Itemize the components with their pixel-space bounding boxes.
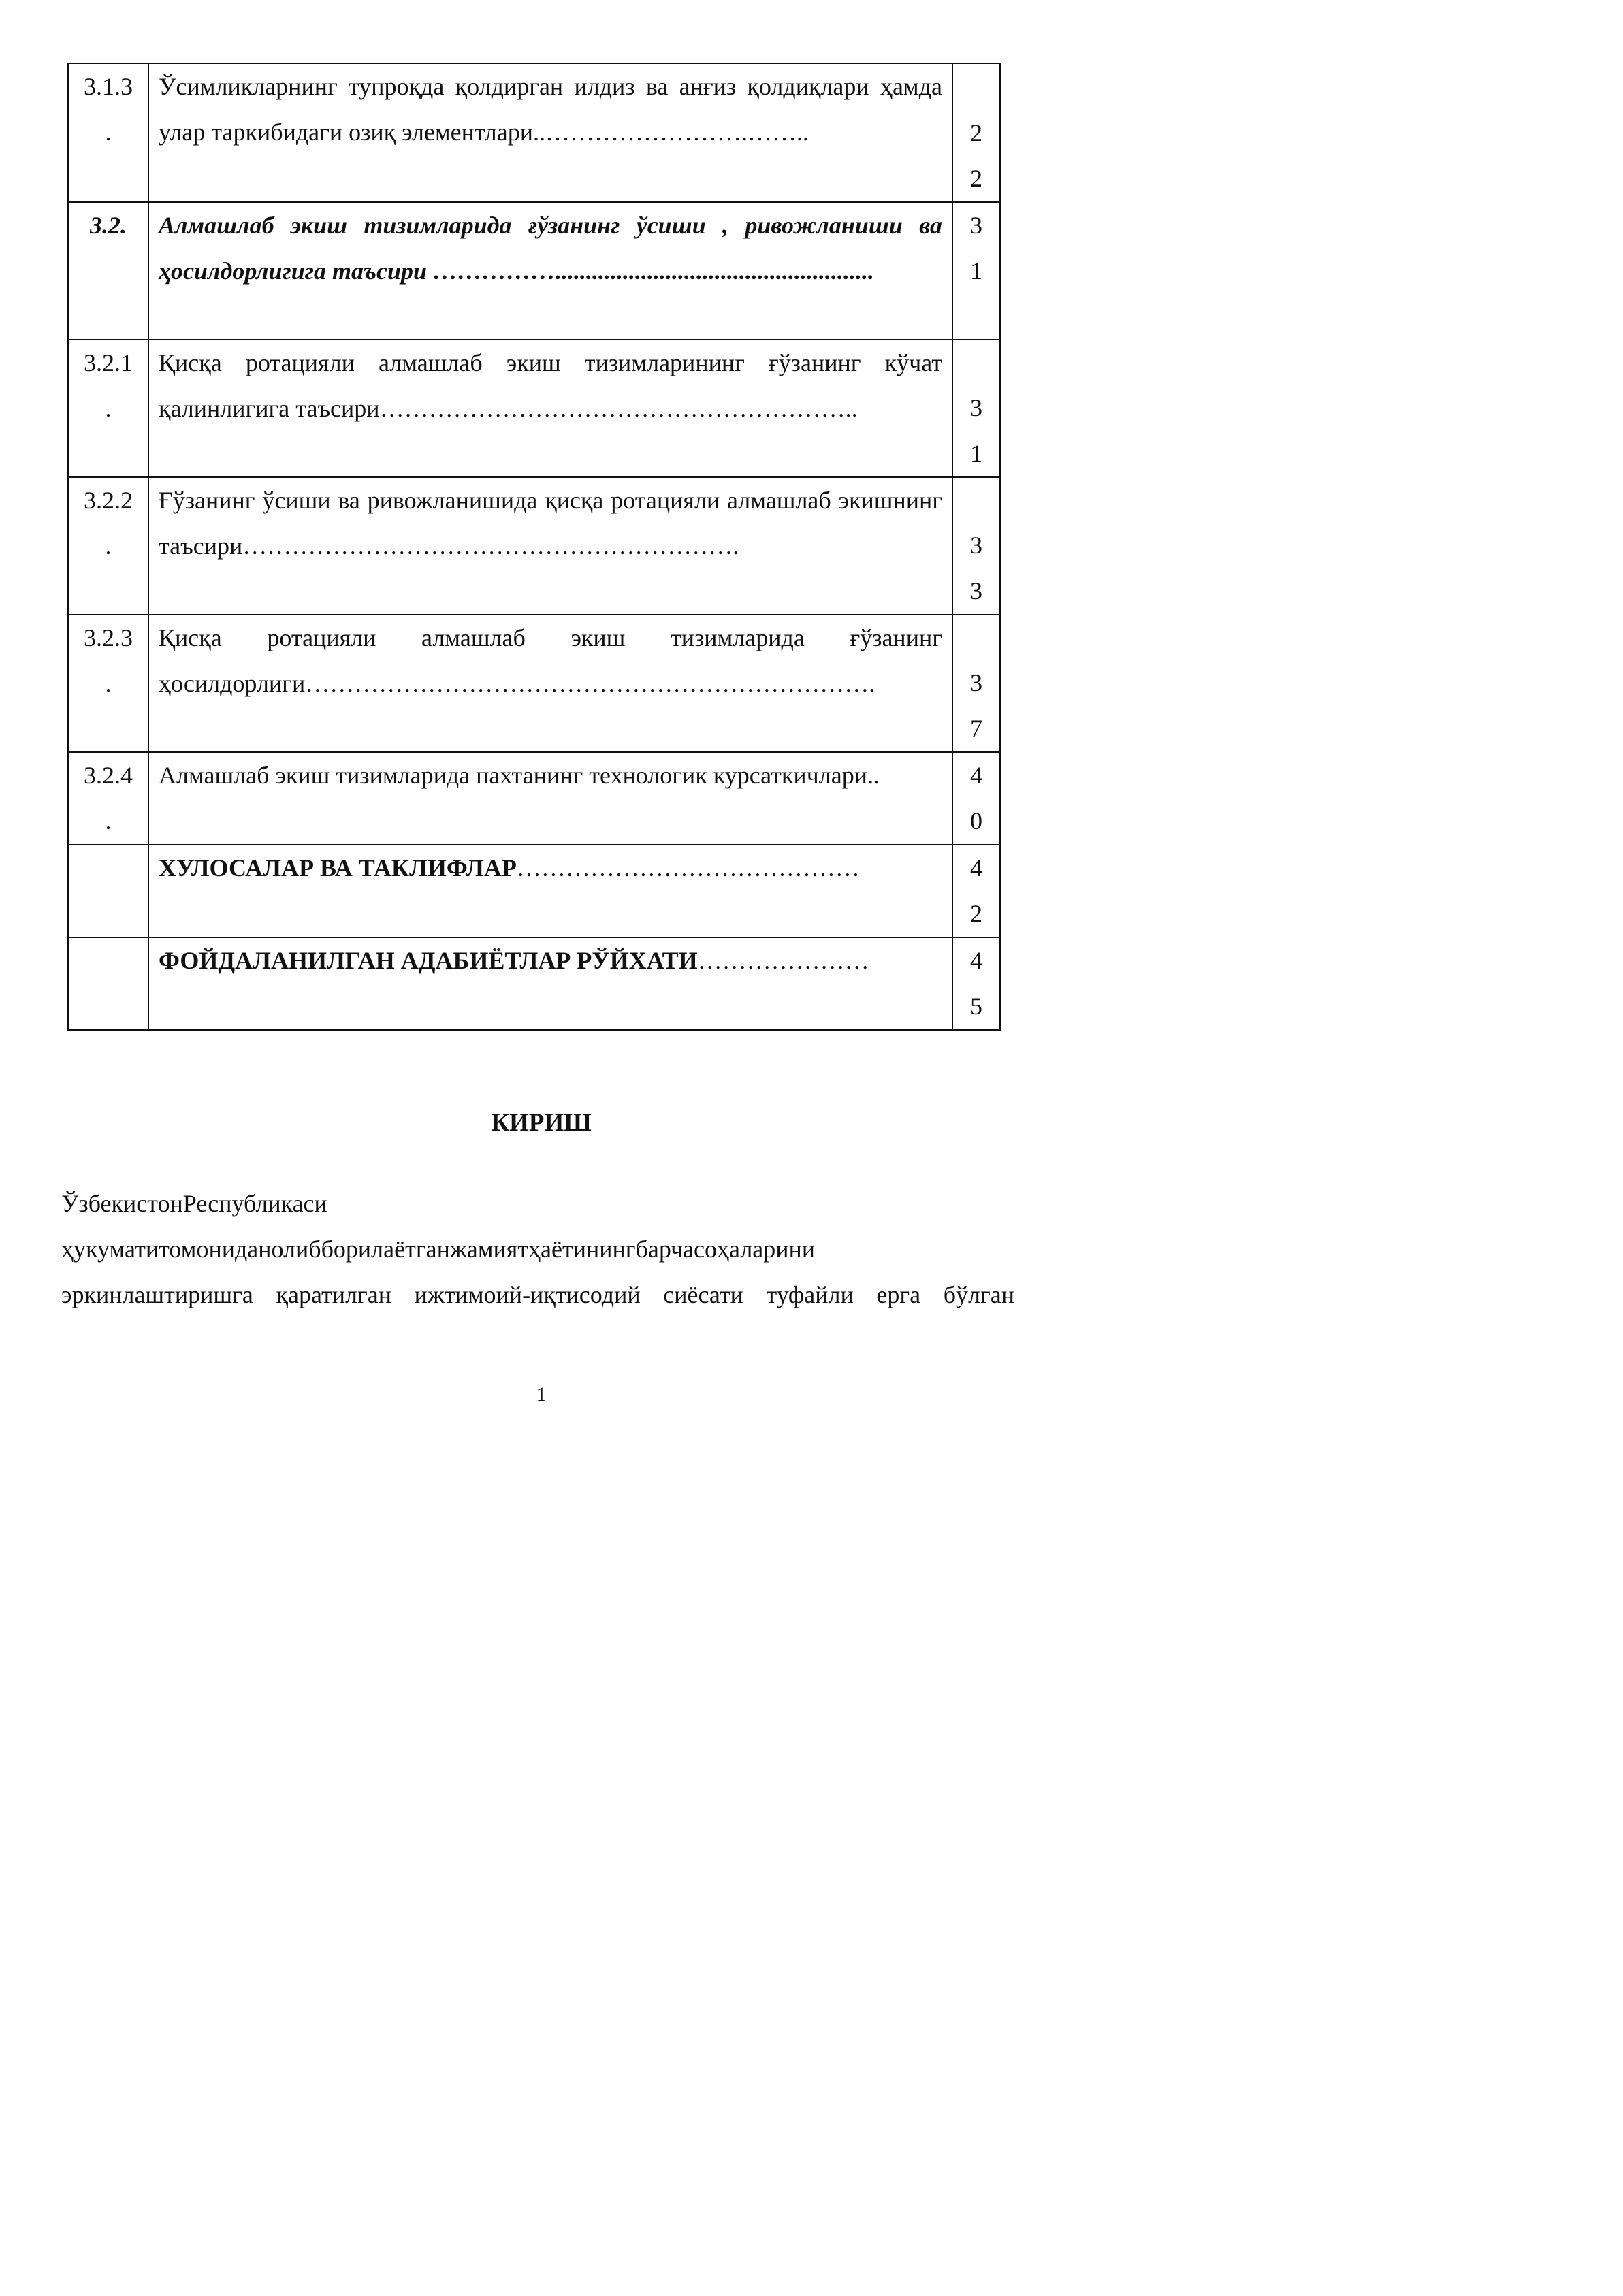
table-row (68, 340, 1000, 477)
table-row (68, 477, 1000, 615)
toc-page: 4 5 (952, 937, 1000, 1030)
toc-title (148, 845, 952, 937)
toc-number: 3.2.3 . (68, 615, 148, 752)
toc-number: 3.2.1 . (68, 340, 148, 477)
table-row (68, 937, 1000, 1030)
toc-number: 3.2.2 . (68, 477, 148, 615)
toc-number (68, 845, 148, 937)
table-row (68, 63, 1000, 202)
toc-page: 3 3 (952, 477, 1000, 615)
toc-section-title: ФОЙДАЛАНИЛГАН АДАБИЁТЛАР РЎЙХАТИ (159, 947, 698, 974)
table-row (68, 752, 1000, 845)
toc-number: 3.2. (68, 202, 148, 340)
toc-page: 2 2 (952, 63, 1000, 202)
toc-title: Алмашлаб экиш тизимларида пахтанинг технологик курсаткичлари.. (148, 752, 952, 845)
toc-page: 3 1 (952, 202, 1000, 340)
toc-number: 3.2.4 . (68, 752, 148, 845)
toc-title: Қисқа ротацияли алмашлаб экиш тизимларининг ғўзанинг кўчат қалинлигига таъсири………………………………………………….. (148, 340, 952, 477)
toc-leader: ………………… (697, 947, 869, 974)
toc-page: 4 0 (952, 752, 1000, 845)
intro-line: ҳукуматитомониданолибборилаётганжамиятҳаётинингбарчасоҳаларини (61, 1235, 816, 1263)
toc-number: 3.1.3 . (68, 63, 148, 202)
toc-leader: …………………………………… (516, 854, 860, 882)
table-row (68, 615, 1000, 752)
table-row (68, 202, 1000, 340)
toc-section-title: ХУЛОСАЛАР ВА ТАКЛИФЛАР (159, 854, 517, 882)
toc-page: 3 7 (952, 615, 1000, 752)
intro-line: ЎзбекистонРеспубликаси (61, 1190, 327, 1217)
toc-page: 4 2 (952, 845, 1000, 937)
toc-number (68, 937, 148, 1030)
page-number: 1 (536, 1383, 547, 1406)
toc-title: Қисқа ротацияли алмашлаб экиш тизимларида ғўзанинг ҳосилдорлиги……………………………………………………………. (148, 615, 952, 752)
toc-title (148, 937, 952, 1030)
toc-title: Ғўзанинг ўсиши ва ривожланишида қисқа ротацияли алмашлаб экишнинг таъсири……………………………………………………. (148, 477, 952, 615)
toc-page: 3 1 (952, 340, 1000, 477)
toc-title: Ўсимликларнинг тупроқда қолдирган илдиз ва анғиз қолдиқлари ҳамда улар таркибидаги озиқ элементлари..…………………….…….. (148, 63, 952, 202)
section-heading: КИРИШ (491, 1109, 592, 1137)
table-of-contents (67, 63, 1001, 1031)
intro-line: эркинлаштиришга қаратилган ижтимоий-иқтисодий сиёсати туфайли ерга бўлган (61, 1281, 1014, 1308)
table-row (68, 845, 1000, 937)
intro-paragraph (61, 1181, 1014, 1318)
toc-title: Алмашлаб экиш тизимларида ғўзанинг ўсиши , ривожланиши ва ҳосилдорлигига таъсири …………….................................................... (148, 202, 952, 340)
